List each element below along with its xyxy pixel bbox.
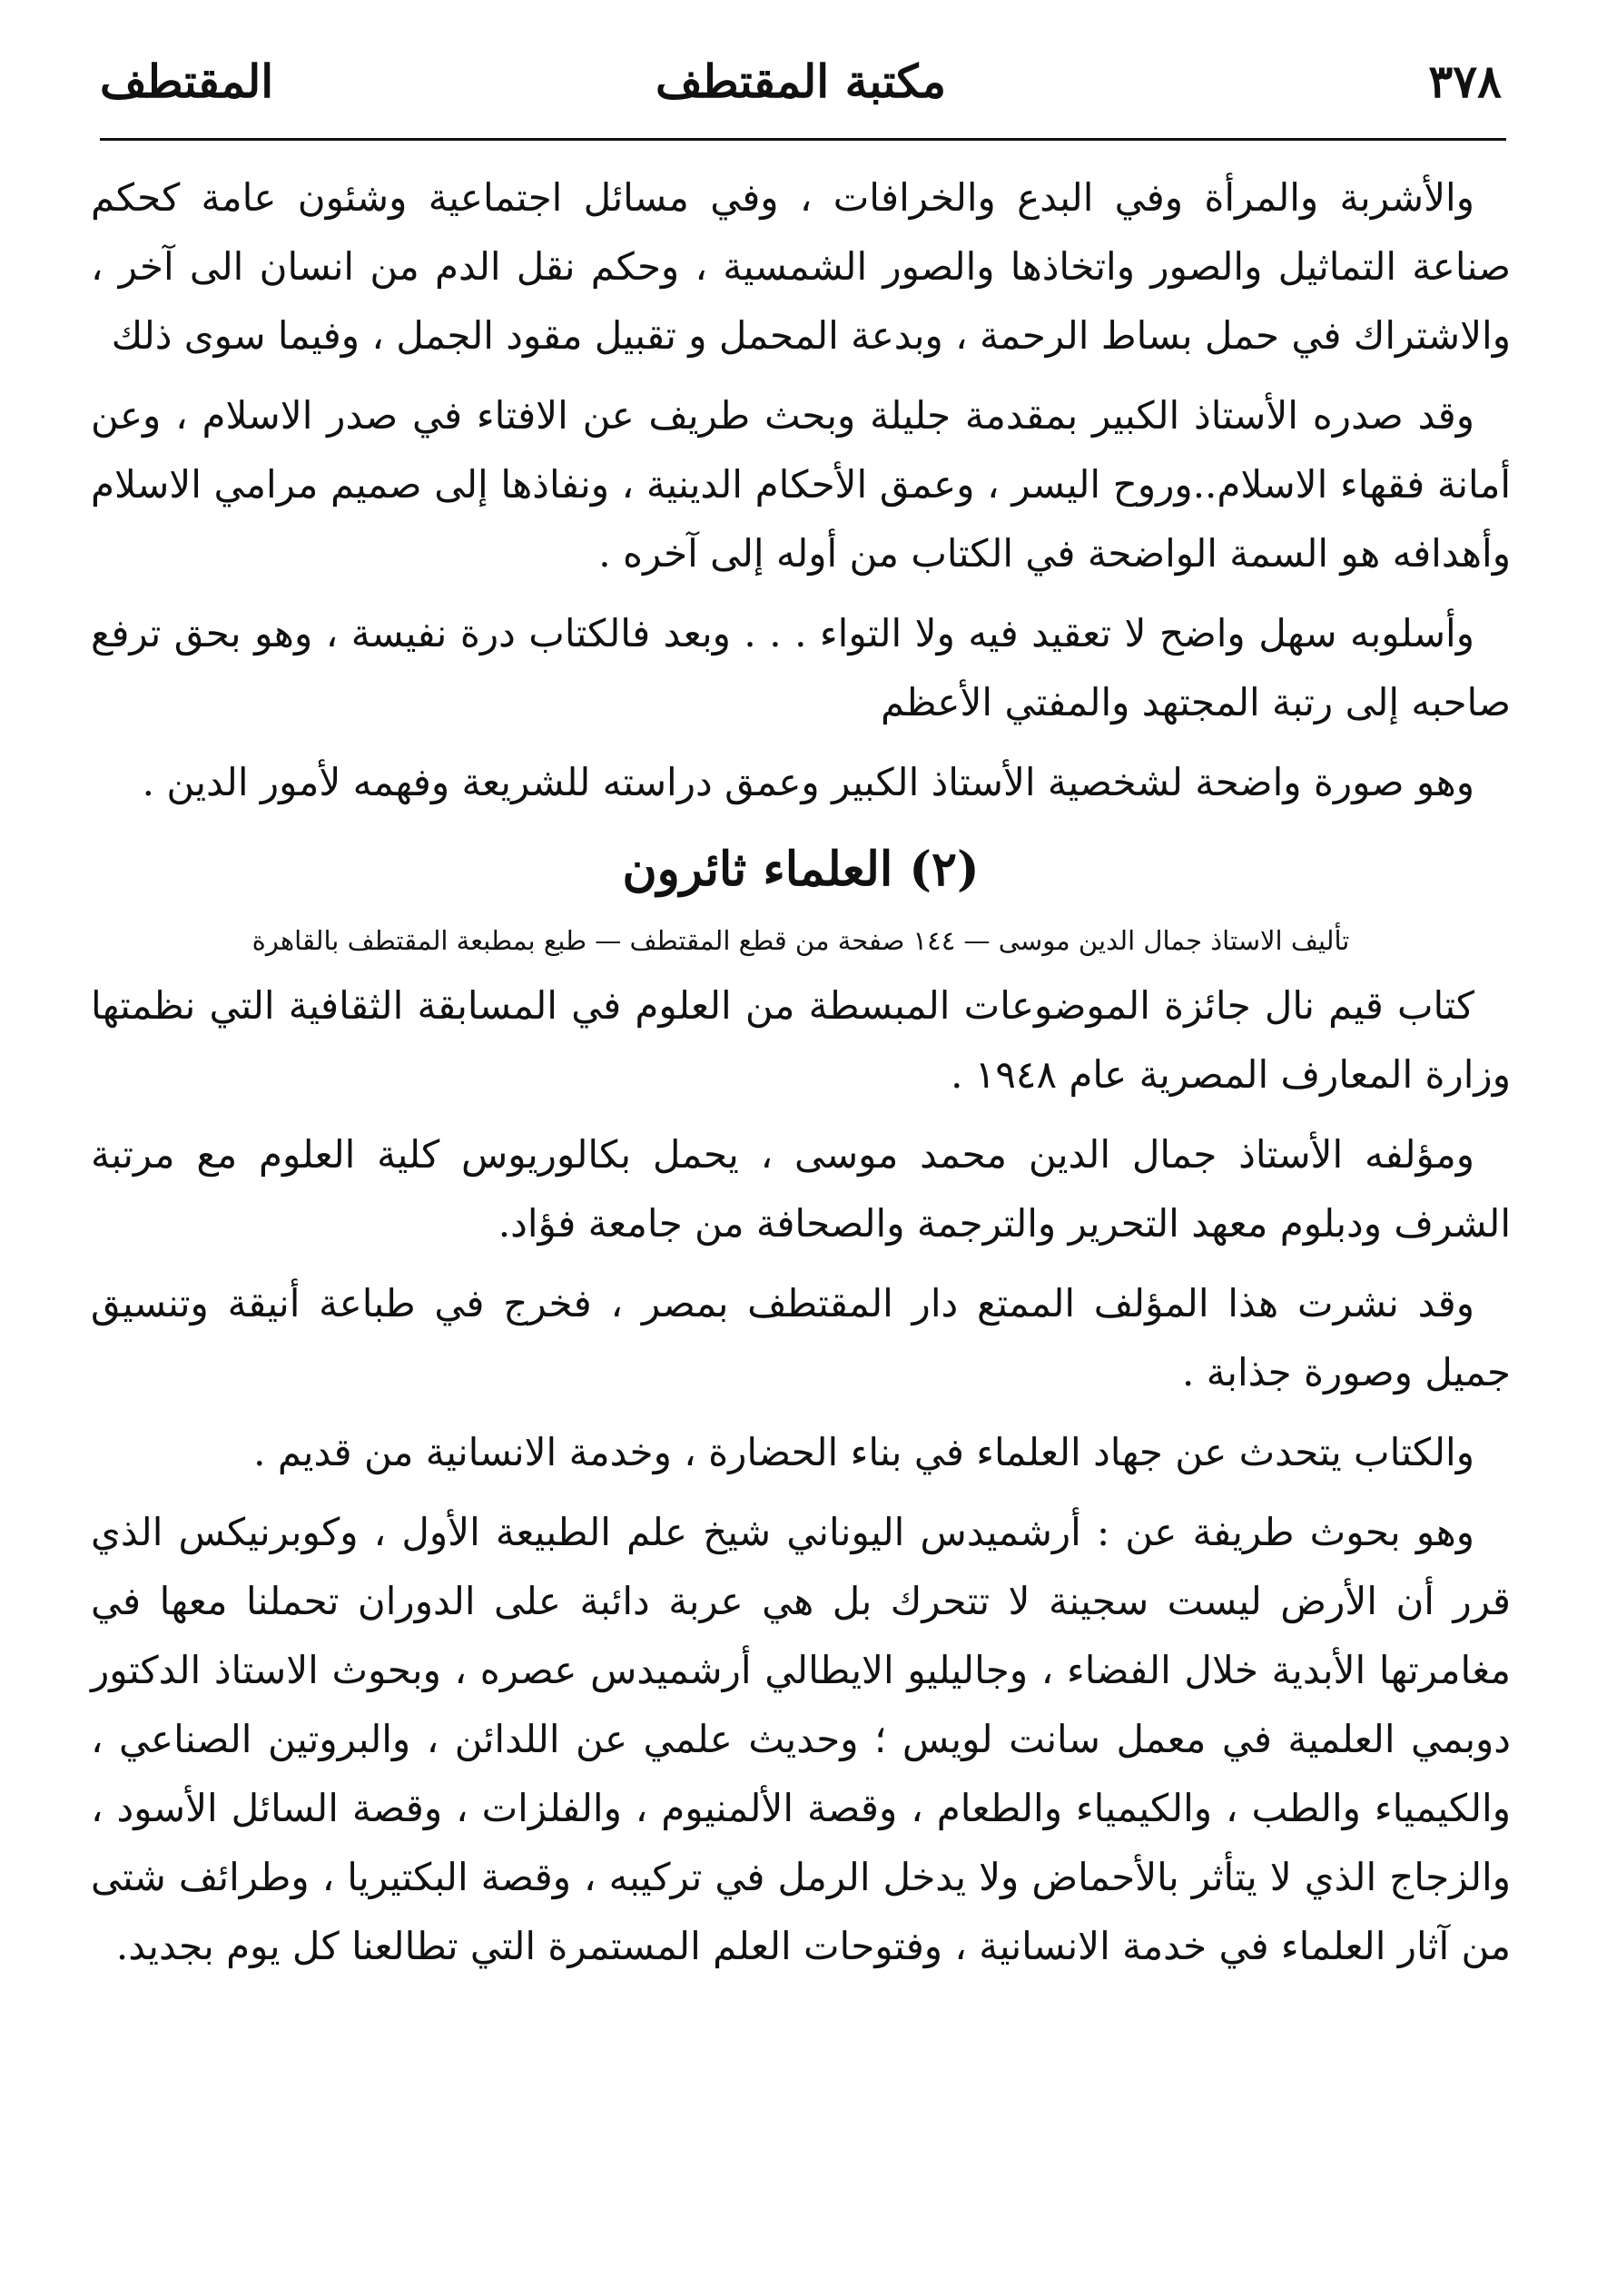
- paragraph-section-3: وقد نشرت هذا المؤلف الممتع دار المقتطف بمصر ، فخرج في طباعة أنيقة وتنسيق جميل وصورة جذابة .: [91, 1281, 1511, 1394]
- paragraph-section-2: ومؤلفه الأستاذ جمال الدين محمد موسى ، يحمل بكالوريوس كلية العلوم مع مرتبة الشرف ودبلوم معهد التحرير والترجمة والصحافة من جامعة فؤاد.: [91, 1132, 1511, 1246]
- publication-info: تأليف الاستاذ جمال الدين موسى — ١٤٤ صفحة من قطع المقتطف — طبع بمطبعة المقتطف بالقاهرة: [251, 925, 1350, 956]
- paragraph-section-4: والكتاب يتحدث عن جهاد العلماء في بناء الحضارة ، وخدمة الانسانية من قديم .: [253, 1430, 1474, 1474]
- paragraph-intro-4: وهو صورة واضحة لشخصية الأستاذ الكبير وعمق دراسته للشريعة وفهمه لأمور الدين .: [142, 760, 1474, 804]
- section-title: (٢) العلماء ثائرون: [622, 842, 980, 897]
- paragraph-section-5: وهو بحوث طريفة عن : أرشميدس اليوناني شيخ علم الطبيعة الأول ، وكوبرنيكس الذي قرر أن الأرض ليست سجينة لا تتحرك بل هي عربة دائبة على الدوران تحملنا معها في مغامرتها الأبدية خلال الفضاء ، وجاليليو الايطالي أرشميدس عصره ، وبحوث الاستاذ الدكتور دوبمي العلمية في معمل سانت لويس ؛ وحديث علمي عن اللدائن ، والبروتين الصناعي ، والكيمياء والطب ، والكيمياء والطعام ، وقصة الألمنيوم ، والفلزات ، وقصة السائل الأسود ، والزجاج الذي لا يتأثر بالأحماض ولا يدخل الرمل في تركيبه ، وقصة البكتيريا ، وطرائف شتى من آثار العلماء في خدمة الانسانية ، وفتوحات العلم المستمرة التي تطالعنا كل يوم بجديد.: [91, 1510, 1511, 1968]
- page-header: [100, 36, 1502, 127]
- journal-name: المقتطف: [100, 54, 274, 108]
- page-body: [91, 163, 1511, 1992]
- paragraph-intro-2: وقد صدره الأستاذ الكبير بمقدمة جليلة وبحث طريف عن الافتاء في صدر الاسلام ، وعن أمانة فقهاء الاسلام..وروح اليسر ، وعمق الأحكام الدينية ، ونفاذها إلى صميم مرامي الاسلام وأهدافه هو السمة الواضحة في الكتاب من أوله إلى آخره .: [91, 393, 1511, 576]
- paragraph-intro-1: والأشربة والمرأة وفي البدع والخرافات ، وفي مسائل اجتماعية وشئون عامة كحكم صناعة التماثيل والصور واتخاذها والصور الشمسية ، وحكم نقل الدم من انسان الى آخر ، والاشتراك في حمل بساط الرحمة ، وبدعة المحمل و تقبيل مقود الجمل ، وفيما سوى ذلك: [91, 175, 1511, 358]
- header-rule: [100, 138, 1506, 141]
- running-title: مكتبة المقتطف: [656, 54, 946, 108]
- paragraph-intro-3: وأسلوبه سهل واضح لا تعقيد فيه ولا التواء . . . وبعد فالكتاب درة نفيسة ، وهو بحق ترفع صاحبه إلى رتبة المجتهد والمفتي الأعظم: [91, 611, 1511, 724]
- page-number: ٣٧٨: [1428, 54, 1502, 108]
- paragraph-section-1: كتاب قيم نال جائزة الموضوعات المبسطة من العلوم في المسابقة الثقافية التي نظمتها وزارة المعارف المصرية عام ١٩٤٨ .: [91, 983, 1511, 1097]
